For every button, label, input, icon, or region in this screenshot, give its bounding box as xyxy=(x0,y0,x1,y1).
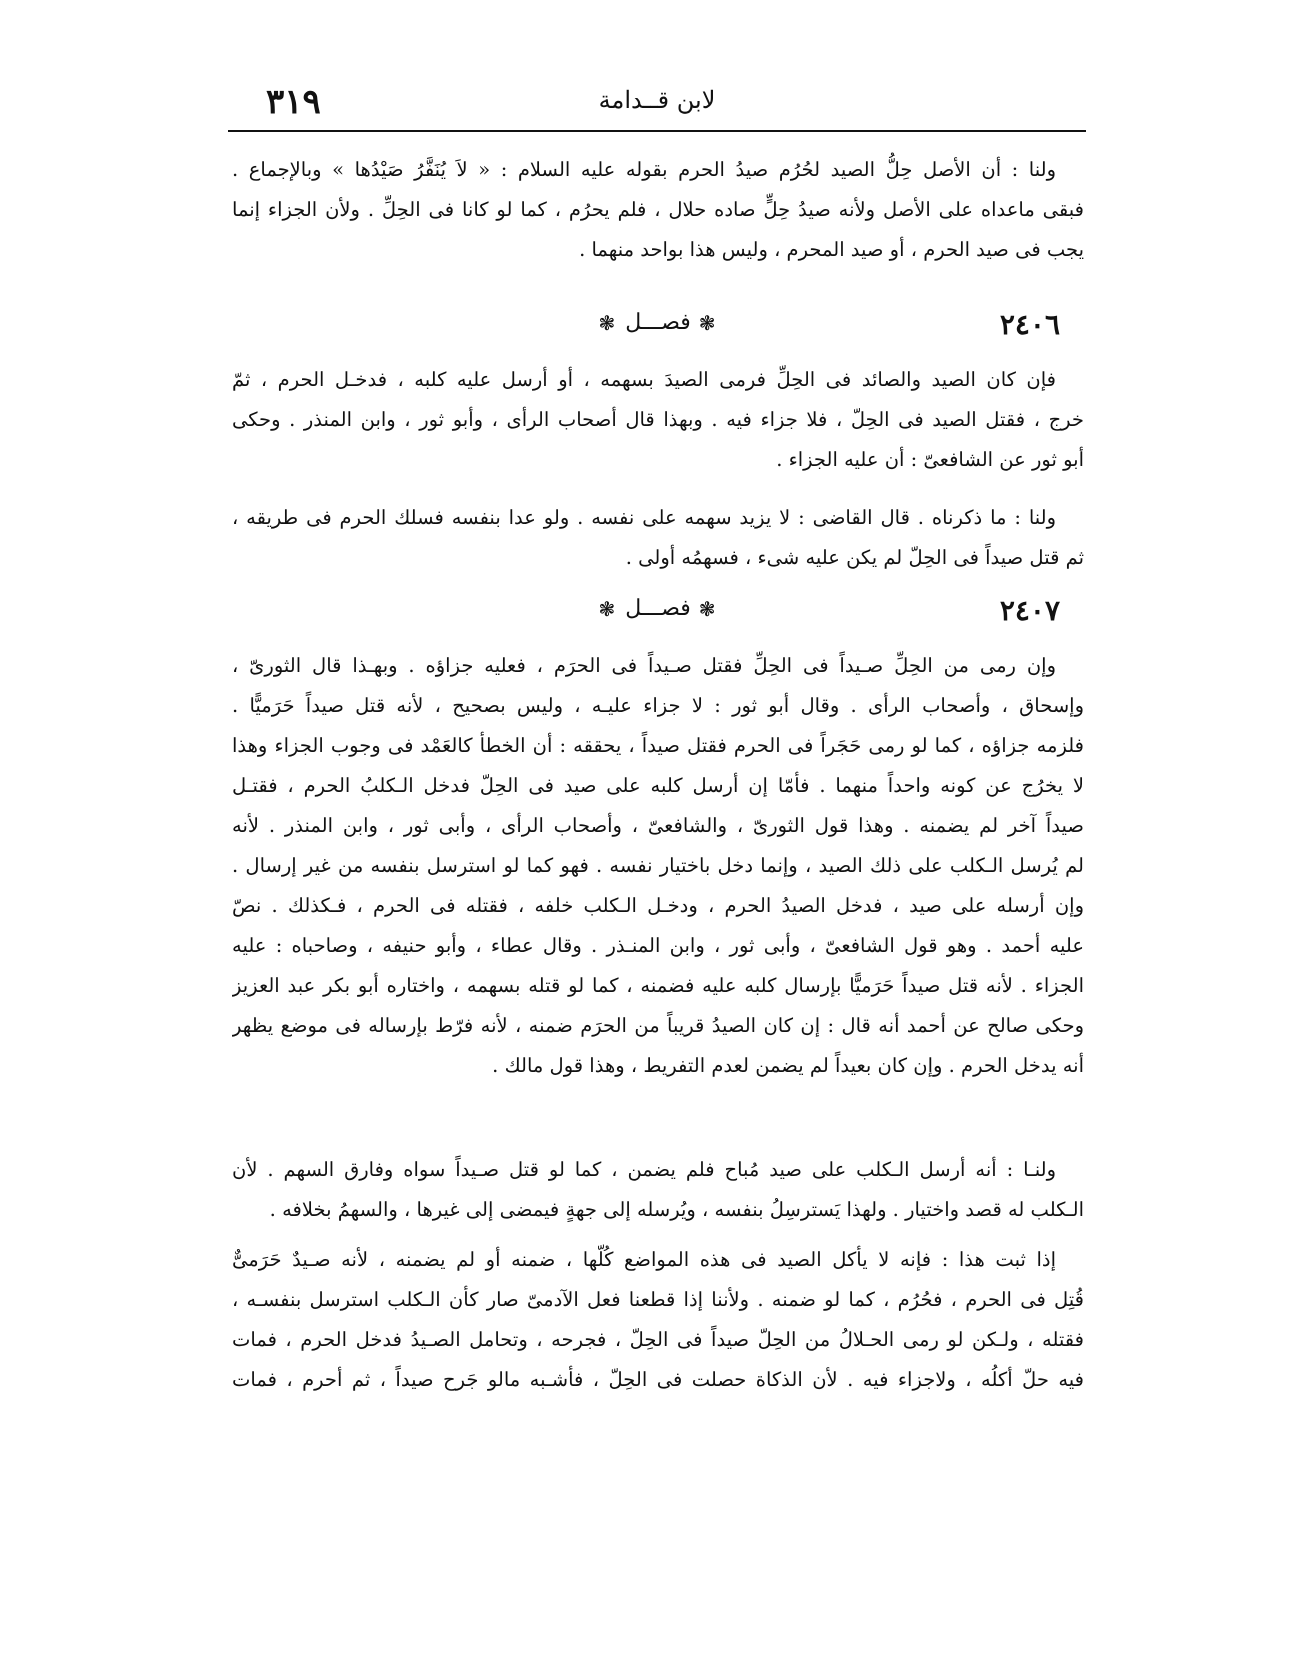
text-line: ولنـا : أنه أرسل الـكلب على صيد مُباح فلم يضمن ، كما لو قتل صـيداً سواه وفارق السهم . لأن xyxy=(232,1158,1056,1181)
text-line: وإن رمى من الحِلِّ صـيداً فى الحِلِّ فقتل صـيداً فى الحرَم ، فعليه جزاؤه . وبهـذا قال الثورىّ ، xyxy=(232,654,1056,677)
text-line: فإن كان الصيد والصائد فى الحِلِّ فرمى الصيدَ بسهمه ، أو أرسل عليه كلبه ، فدخـل الحرم ، ثمّ xyxy=(232,368,1056,391)
text-line: فقتله ، ولـكن لو رمى الحـلالُ من الحِلّ صيداً فى الحِلّ ، فجرحه ، وتحامل الصـيدُ فدخل الحرم ، فمات xyxy=(232,1328,1084,1351)
ornament-icon: ❃ xyxy=(598,597,618,621)
text-line: إذا ثبت هذا : فإنه لا يأكل الصيد فى هذه المواضع كُلّها ، ضمنه أو لم يضمنه ، لأنه صـيدٌ حَرَمىٌّ xyxy=(232,1248,1056,1271)
text-line: لم يُرسل الـكلب على ذلك الصيد ، وإنما دخل باختيار نفسه . فهو كما لو استرسل بنفسه من غير إرسال . xyxy=(232,854,1084,877)
text-line: الـكلب له قصد واختيار . ولهذا يَسترسِلُ بنفسه ، ويُرسله إلى جهةٍ فيمضى إلى غيرها ، والسهمُ بخلافه . xyxy=(269,1198,1084,1221)
text-line: فبقى ماعداه على الأصل ولأنه صيدُ حِلٍّ صاده حلال ، فلم يحرُم ، كما لو كانا فى الحِلِّ . ولأن الجزاء إنما xyxy=(232,198,1084,221)
text-line: أنه يدخل الحرم . وإن كان بعيداً لم يضمن لعدم التفريط ، وهذا قول مالك . xyxy=(492,1054,1084,1077)
section-number: ٢٤٠٧ xyxy=(999,594,1060,627)
text-line: ثم قتل صيداً فى الحِلّ لم يكن عليه شىء ، فسهمُه أولى . xyxy=(625,546,1084,569)
ornament-icon: ❃ xyxy=(698,311,718,335)
text-line: يجب فى صيد الحرم ، أو صيد المحرم ، وليس هذا بواحد منهما . xyxy=(579,238,1084,261)
text-line: لا يخرُج عن كونه واحداً منهما . فأمّا إن أرسل كلبه على صيد فى الحِلّ فدخل الـكلبُ الحرم ، فقتـل xyxy=(232,774,1084,797)
text-line: قُتِل فى الحرم ، فحُرُم ، كما لو ضمنه . ولأننا إذا قطعنا فعل الآدمىّ صار كأن الـكلب استرسل بنفسـه ، xyxy=(232,1288,1084,1311)
ornament-icon: ❃ xyxy=(598,311,618,335)
paragraph xyxy=(232,360,1084,480)
section-title: فصـــل xyxy=(625,596,691,621)
section-title-wrap xyxy=(232,596,1084,621)
text-line: فلزمه جزاؤه ، كما لو رمى حَجَراً فى الحرم فقتل صيداً ، يحققه : أن الخطأ كالعَمْد فى وجوب الجزاء وهذا xyxy=(232,734,1084,757)
text-line: وحكى صالح عن أحمد أنه قال : إن كان الصيدُ قريباً من الحرَم ضمنه ، لأنه فرّط بإرساله فى موضع يظهر xyxy=(232,1014,1084,1037)
page-header xyxy=(228,82,1086,130)
text-line: وإن أرسله على صيد ، فدخل الصيدُ الحرم ، ودخـل الـكلب خلفه ، فقتله فى الحرم ، فـكذلك . نصّ xyxy=(232,894,1084,917)
text-line: خرج ، فقتل الصيد فى الحِلّ ، فلا جزاء فيه . وبهذا قال أصحاب الرأى ، وأبو ثور ، وابن المنذر . وحكى xyxy=(232,408,1084,431)
page-number: ٣١٩ xyxy=(266,82,321,122)
paragraph xyxy=(232,150,1084,270)
section-heading xyxy=(232,308,1084,352)
paragraph xyxy=(232,1150,1084,1230)
text-line: ولنا : ما ذكرناه . قال القاضى : لا يزيد سهمه على نفسه . ولو عدا بنفسه فسلك الحرم فى طريقه ، xyxy=(232,506,1056,529)
section-heading xyxy=(232,594,1084,638)
text-line: أبو ثور عن الشافعىّ : أن عليه الجزاء . xyxy=(776,448,1084,471)
section-title: فصـــل xyxy=(625,310,691,335)
text-line: فيه حلّ أكلُه ، ولاجزاء فيه . لأن الذكاة حصلت فى الحِلّ ، فأشـبه مالو جَرح صيداً ، ثم أحرم ، فمات xyxy=(232,1368,1084,1391)
text-line: عليه أحمد . وهو قول الشافعىّ ، وأبى ثور ، وابن المنـذر . وقال عطاء ، وأبو حنيفه ، وصاحباه : عليه xyxy=(232,934,1084,957)
section-title-wrap xyxy=(232,310,1084,335)
ornament-icon: ❃ xyxy=(698,597,718,621)
running-title: لابن قــدامة xyxy=(598,86,716,114)
paragraph xyxy=(232,646,1084,1086)
header-rule xyxy=(228,130,1086,132)
paragraph xyxy=(232,498,1084,578)
text-line: وإسحاق ، وأصحاب الرأى . وقال أبو ثور : لا جزاء عليـه ، وليس بصحيح ، لأنه قتل صيداً حَرَميًّا . xyxy=(232,694,1084,717)
text-line: الجزاء . لأنه قتل صيداً حَرَميًّا بإرسال كلبه عليه فضمنه ، كما لو قتله بسهمه ، واختاره أبو بكر عبد العزيز xyxy=(232,974,1084,997)
paragraph xyxy=(232,1240,1084,1400)
section-number: ٢٤٠٦ xyxy=(999,308,1060,341)
text-line: ولنا : أن الأصل حِلُّ الصيد لحُرُم صيدُ الحرم بقوله عليه السلام : « لاَ يُنَفَّرُ صَيْدُها » وبالإجماع . xyxy=(232,158,1056,181)
text-line: صيداً آخر لم يضمنه . وهذا قول الثورىّ ، والشافعىّ ، وأصحاب الرأى ، وأبى ثور ، وابن المنذر . لأنه xyxy=(232,814,1084,837)
